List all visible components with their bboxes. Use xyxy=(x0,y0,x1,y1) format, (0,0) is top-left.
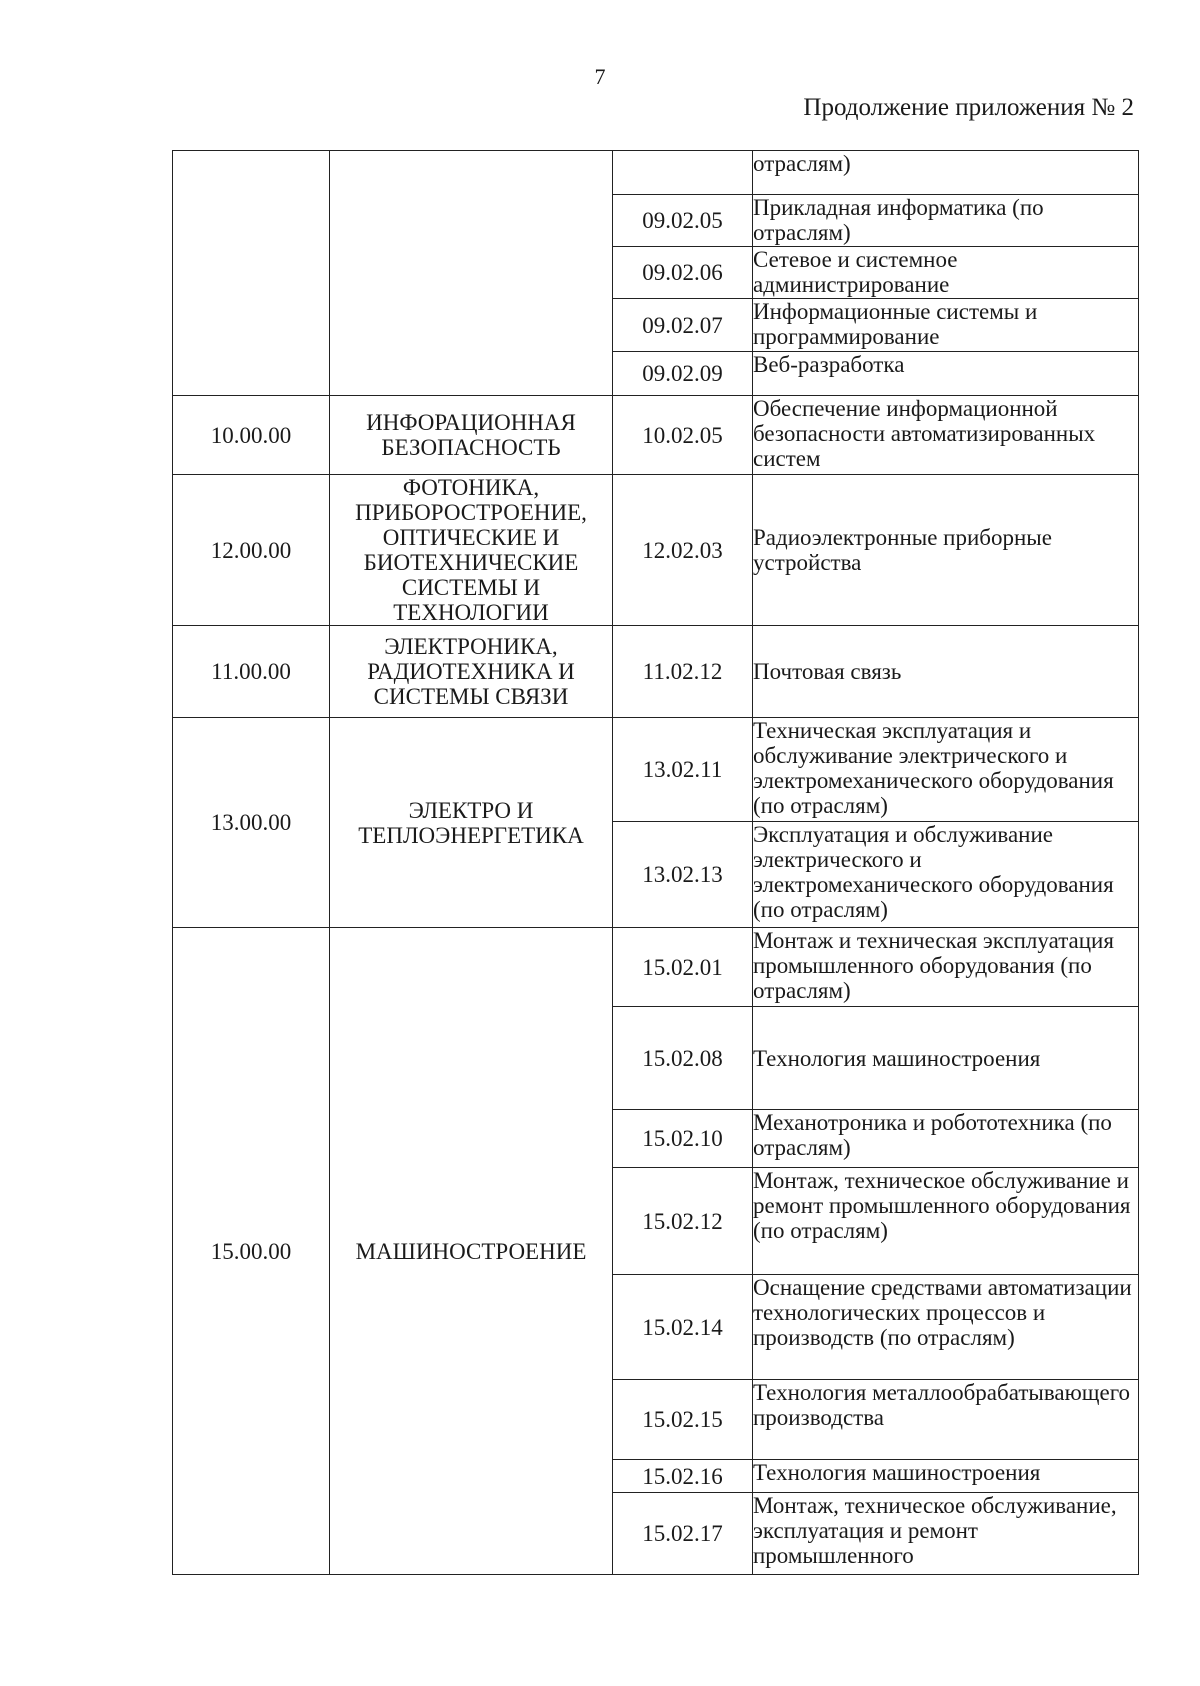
table-row xyxy=(173,475,1139,626)
spec-code-cell: 15.02.16 xyxy=(613,1460,753,1493)
group-name-cell: МАШИНОСТРОЕНИЕ xyxy=(330,928,613,1575)
spec-name-cell: Обеспечение информационной безопасности автоматизированных систем xyxy=(753,396,1139,475)
spec-name-cell: отраслям) xyxy=(753,151,1139,195)
spec-name-cell: Почтовая связь xyxy=(753,626,1139,718)
table-row xyxy=(173,626,1139,718)
spec-code-cell: 15.02.15 xyxy=(613,1380,753,1460)
spec-code-cell: 11.02.12 xyxy=(613,626,753,718)
spec-name-cell: Монтаж, техническое обслуживание, эксплуатация и ремонт промышленного xyxy=(753,1493,1139,1575)
table-row xyxy=(173,718,1139,822)
spec-name-cell: Технология машиностроения xyxy=(753,1460,1139,1493)
spec-code-cell: 15.02.01 xyxy=(613,928,753,1007)
spec-code-cell: 15.02.17 xyxy=(613,1493,753,1575)
spec-name-cell: Технология металлообрабатывающего производства xyxy=(753,1380,1139,1460)
group-code-cell: 12.00.00 xyxy=(173,475,330,626)
group-name-cell: ЭЛЕКТРО И ТЕПЛОЭНЕРГЕТИКА xyxy=(330,718,613,928)
spec-code-cell xyxy=(613,151,753,195)
spec-code-cell: 13.02.11 xyxy=(613,718,753,822)
table-row xyxy=(173,151,1139,195)
continuation-title: Продолжение приложения № 2 xyxy=(803,94,1134,121)
spec-name-cell: Технология машиностроения xyxy=(753,1007,1139,1110)
group-code-cell: 13.00.00 xyxy=(173,718,330,928)
spec-name-cell: Радиоэлектронные приборные устройства xyxy=(753,475,1139,626)
spec-name-cell: Механотроника и робототехника (по отраслям) xyxy=(753,1110,1139,1168)
spec-code-cell: 15.02.10 xyxy=(613,1110,753,1168)
spec-name-cell: Веб-разработка xyxy=(753,352,1139,396)
group-code-cell xyxy=(173,151,330,396)
group-name-cell: ЭЛЕКТРОНИКА, РАДИОТЕХНИКА И СИСТЕМЫ СВЯЗИ xyxy=(330,626,613,718)
group-name-cell: ИНФОРАЦИОННАЯ БЕЗОПАСНОСТЬ xyxy=(330,396,613,475)
spec-code-cell: 09.02.09 xyxy=(613,352,753,396)
spec-name-cell: Сетевое и системное администрирование xyxy=(753,247,1139,299)
spec-code-cell: 15.02.12 xyxy=(613,1168,753,1275)
group-name-cell: ФОТОНИКА, ПРИБОРОСТРОЕНИЕ, ОПТИЧЕСКИЕ И БИОТЕХНИЧЕСКИЕ СИСТЕМЫ И ТЕХНОЛОГИИ xyxy=(330,475,613,626)
spec-code-cell: 15.02.14 xyxy=(613,1275,753,1380)
table-row xyxy=(173,928,1139,1007)
spec-code-cell: 10.02.05 xyxy=(613,396,753,475)
group-name-cell xyxy=(330,151,613,396)
spec-name-cell: Монтаж, техническое обслуживание и ремонт промышленного оборудования (по отраслям) xyxy=(753,1168,1139,1275)
spec-name-cell: Информационные системы и программирование xyxy=(753,299,1139,352)
spec-code-cell: 12.02.03 xyxy=(613,475,753,626)
specialties-table xyxy=(172,150,1139,1575)
spec-name-cell: Эксплуатация и обслуживание электрического и электромеханического оборудования (по отраслям) xyxy=(753,822,1139,928)
spec-code-cell: 09.02.07 xyxy=(613,299,753,352)
page-number: 7 xyxy=(594,64,606,89)
spec-name-cell: Техническая эксплуатация и обслуживание электрического и электромеханического оборудования (по отраслям) xyxy=(753,718,1139,822)
group-code-cell: 10.00.00 xyxy=(173,396,330,475)
spec-code-cell: 13.02.13 xyxy=(613,822,753,928)
table-row xyxy=(173,396,1139,475)
group-code-cell: 15.00.00 xyxy=(173,928,330,1575)
group-code-cell: 11.00.00 xyxy=(173,626,330,718)
spec-code-cell: 15.02.08 xyxy=(613,1007,753,1110)
spec-name-cell: Монтаж и техническая эксплуатация промышленного оборудования (по отраслям) xyxy=(753,928,1139,1007)
spec-name-cell: Оснащение средствами автоматизации технологических процессов и производств (по отраслям) xyxy=(753,1275,1139,1380)
spec-code-cell: 09.02.05 xyxy=(613,195,753,247)
spec-code-cell: 09.02.06 xyxy=(613,247,753,299)
spec-name-cell: Прикладная информатика (по отраслям) xyxy=(753,195,1139,247)
